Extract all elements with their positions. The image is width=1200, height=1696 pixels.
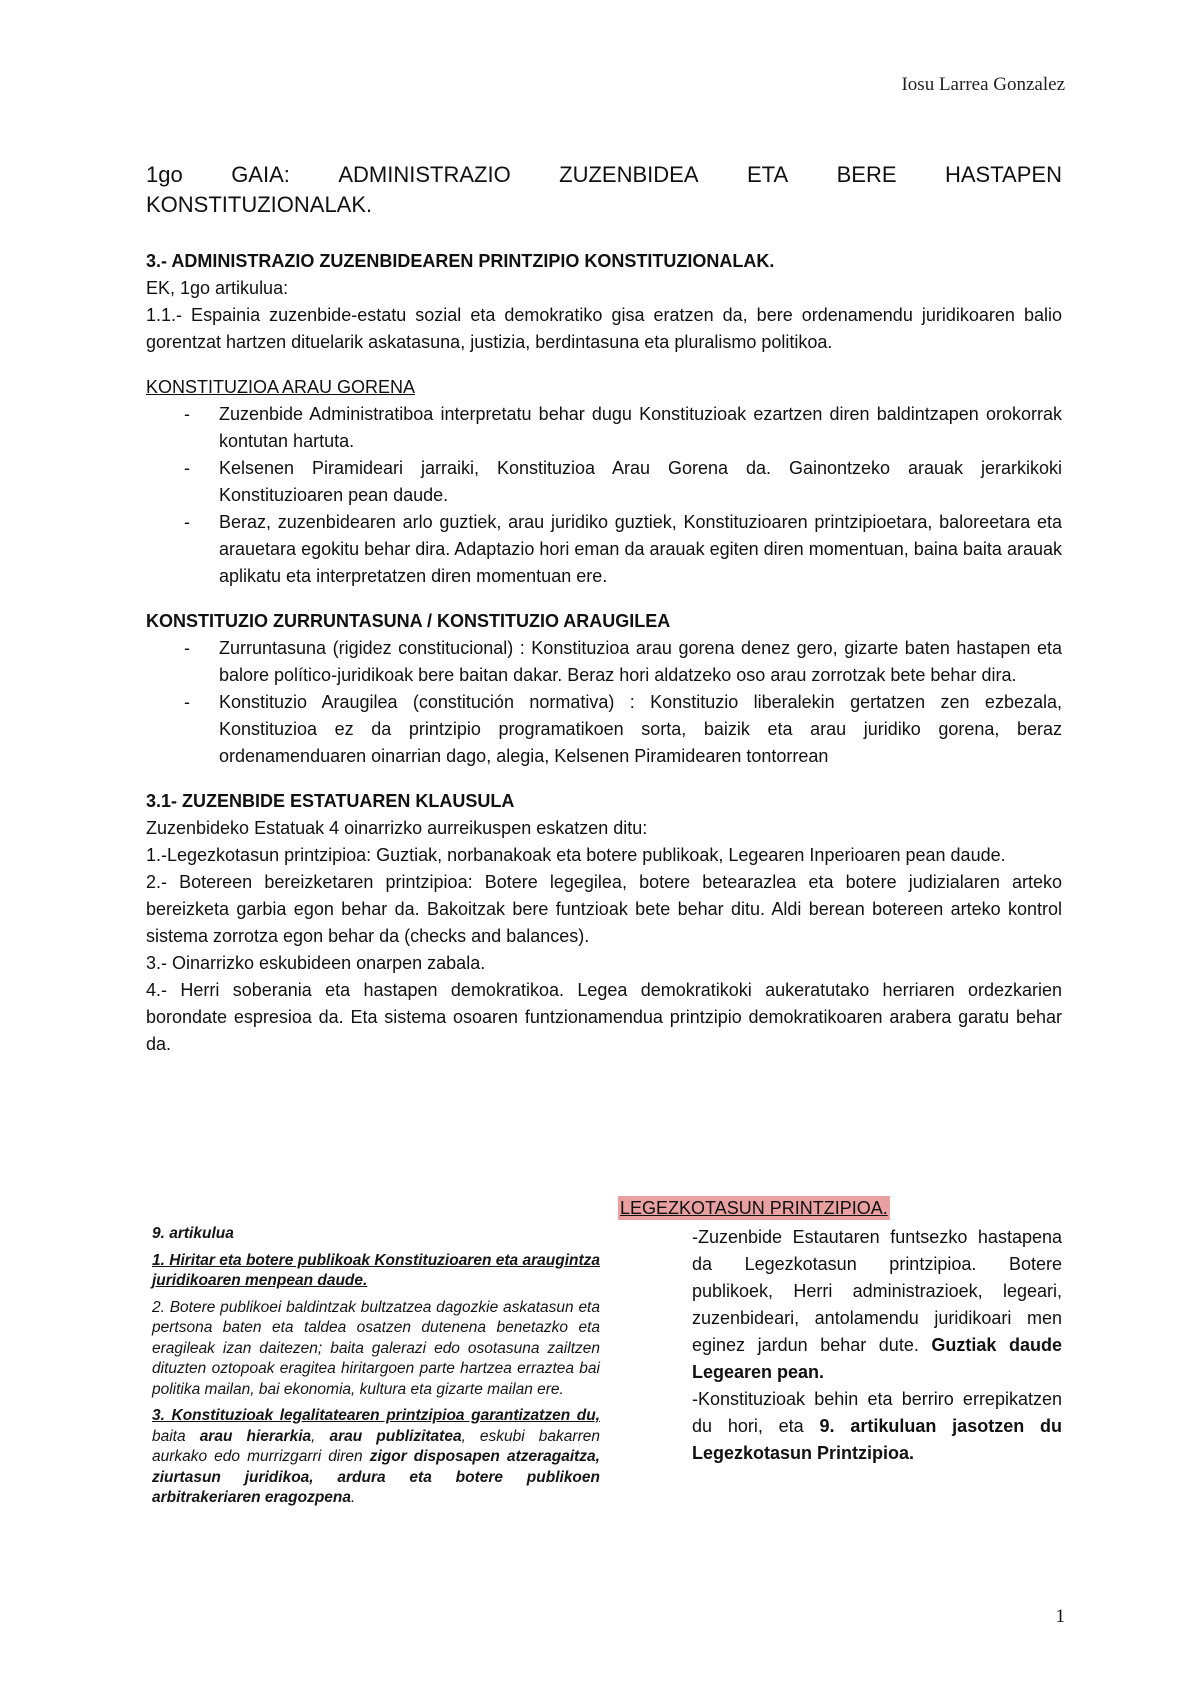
principle-1: 1.-Legezkotasun printzipioa: Guztiak, norbanakoak eta botere publikoak, Legearen Inperioaren pean daude. <box>146 845 1006 865</box>
page-number: 1 <box>1055 1606 1065 1627</box>
title-line-2: KONSTITUZIONALAK. <box>146 192 373 217</box>
legezkotasuna-body <box>692 1224 1062 1467</box>
author-header: Iosu Larrea Gonzalez <box>901 74 1065 95</box>
list-item: - Konstituzio Araugilea (constitución normativa) : Konstituzio liberalekin gertatzen zen ezbezala, Konstituzioa ez da printzipio programatikoen sorta, baizik eta arau juridiko gorena, beraz ordenamenduaren oinarrian dago, alegia, Kelsenen Piramidearen tontorrean <box>146 689 1062 770</box>
document-title <box>146 160 1062 220</box>
bottom-section <box>146 1196 1062 1556</box>
title-line-1 <box>146 160 1062 190</box>
legezkotasuna-para-2: -Konstituzioak behin eta berriro errepikatzen du hori, eta 9. artikuluan jasotzen du Legezkotasun Printzipioa. <box>692 1389 1063 1463</box>
zurruntasuna-list <box>146 635 1062 770</box>
title-word: BERE <box>836 162 897 187</box>
article-9-para-3: 3. Konstituzioak legalitatearen printzipioa garantizatzen du, baita arau hierarkia, arau publizitatea, eskubi bakarren aurkako edo murrizgarri diren zigor disposapen atzeragaitza, ziurtasun juridikoa, ardura eta botere publikoen arbitrakeriaren eragozpena. <box>152 1407 600 1506</box>
zurruntasuna-heading: KONSTITUZIO ZURRUNTASUNA / KONSTITUZIO ARAUGILEA <box>146 611 671 631</box>
title-word: ETA <box>746 162 789 187</box>
title-word: GAIA: <box>231 162 290 187</box>
section-3-1-heading: 3.1- ZUZENBIDE ESTATUAREN KLAUSULA <box>146 791 515 811</box>
arau-gorena-list <box>146 401 1062 590</box>
list-item: - Kelsenen Piramideari jarraiki, Konstituzioa Arau Gorena da. Gainontzeko arauak jerarkikoki Konstituzioaren pean daude. <box>146 455 1062 509</box>
article-1-text: 1.1.- Espainia zuzenbide-estatu sozial eta demokratiko gisa eratzen da, bere ordenamendu juridikoaren balio gorentzat hartzen dituelarik askatasuna, justizia, berdintasuna eta pluralismo politikoa. <box>146 305 1062 352</box>
legezkotasuna-heading: LEGEZKOTASUN PRINTZIPIOA. <box>620 1198 888 1218</box>
section-3-1-intro: Zuzenbideko Estatuak 4 oinarrizko aurreikuspen eskatzen ditu: <box>146 818 648 838</box>
title-word: 1go <box>146 162 183 187</box>
list-item: - Beraz, zuzenbidearen arlo guztiek, arau juridiko guztiek, Konstituzioaren printzipioetara, baloreetara eta arauetara egokitu behar dira. Adaptazio hori eman da arauak egiten diren momentuan, baina baita arauak aplikatu eta interpretatzen diren momentuan ere. <box>146 509 1062 590</box>
article-9-excerpt <box>152 1224 600 1515</box>
title-word: ADMINISTRAZIO <box>338 162 511 187</box>
list-item: - Zurruntasuna (rigidez constitucional) : Konstituzioa arau gorena denez gero, gizarte baten hastapen eta balore político-juridikoak bere baitan dakar. Beraz hori aldatzeko oso arau zorrotzak bete behar dira. <box>146 635 1062 689</box>
article-9-para-2: 2. Botere publikoei baldintzak bultzatzea dagozkie askatasun eta pertsona baten eta taldea osatzen dutenena benetazko eta eragileak izan daitezen; baita galerazi edo osotasuna zailtzen dituzten oztopoak eragitea hiritargoen parte hartzea erraztea bai politika mailan, bai ekonomia, kultura eta gizarte mailan ere. <box>152 1298 600 1398</box>
title-word: ZUZENBIDEA <box>559 162 699 187</box>
principle-3: 3.- Oinarrizko eskubideen onarpen zabala. <box>146 953 486 973</box>
title-word: HASTAPEN <box>945 162 1062 187</box>
principle-2: 2.- Botereen bereizketaren printzipioa: Botere legegilea, botere betearazlea eta botere judizialaren arteko bereizketa garbia egon behar da. Bakoitzak bere funtzioak bete behar ditu. Aldi berean botereen arteko kontrol sistema zorrotza egon behar da (checks and balances). <box>146 872 1062 946</box>
main-content <box>146 160 1062 1058</box>
article-9-title: 9. artikulua <box>152 1225 234 1242</box>
list-item: - Zuzenbide Administratiboa interpretatu behar dugu Konstituzioak ezartzen diren baldintzapen orokorrak kontutan hartuta. <box>146 401 1062 455</box>
legezkotasuna-para-1: -Zuzenbide Estautaren funtsezko hastapena da Legezkotasun printzipioa. Botere publikoek, Herri administrazioek, legeari, zuzenbideari, antolamendu juridikoari men eginez jardun behar dute. Guztiak daude Legearen pean. <box>692 1227 1062 1382</box>
article-9-para-1: 1. Hiritar eta botere publikoak Konstituzioaren eta araugintza juridikoaren menpean daude. <box>152 1251 600 1289</box>
arau-gorena-heading: KONSTITUZIOA ARAU GORENA <box>146 377 416 397</box>
section-3-heading: 3.- ADMINISTRAZIO ZUZENBIDEAREN PRINTZIPIO KONSTITUZIONALAK. <box>146 251 775 271</box>
ek-label: EK, 1go artikulua: <box>146 278 289 298</box>
principle-4: 4.- Herri soberania eta hastapen demokratikoa. Legea demokratikoki aukeratutako herriaren ordezkarien borondate espresioa da. Eta sistema osoaren funtzionamendua printzipio demokratikoaren arabera garatu behar da. <box>146 980 1062 1054</box>
